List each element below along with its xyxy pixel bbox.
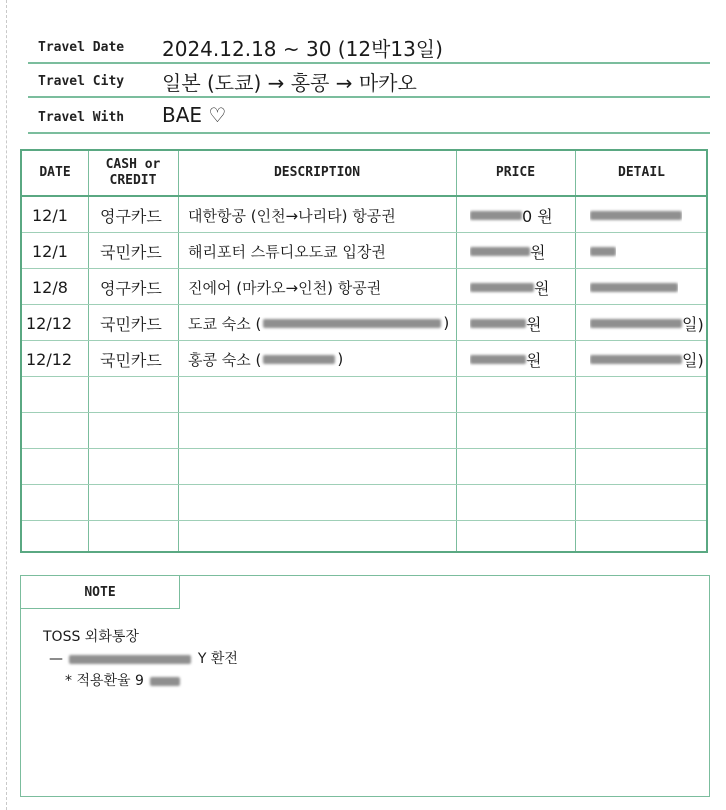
travel-city-row bbox=[28, 62, 710, 98]
row5-price bbox=[470, 341, 541, 377]
redacted-value bbox=[263, 319, 441, 328]
travel-with-label: Travel With bbox=[38, 110, 125, 125]
page-margin-dots bbox=[6, 0, 7, 810]
travel-date-row bbox=[28, 28, 710, 64]
row5-description-close: ) bbox=[337, 350, 344, 368]
col-divider bbox=[178, 151, 179, 551]
row4-price-unit: 원 bbox=[526, 314, 542, 334]
col-header-payment-text: CASH or CREDIT bbox=[105, 157, 161, 188]
row4-description bbox=[188, 305, 449, 341]
redacted-value bbox=[590, 283, 678, 292]
row4-date: 12/12 bbox=[26, 313, 73, 333]
travel-with-value: BAE ♡ bbox=[162, 103, 227, 127]
row3-detail bbox=[590, 269, 678, 305]
row1-payment: 영구카드 bbox=[100, 206, 162, 226]
row4-detail bbox=[590, 305, 704, 341]
row3-price bbox=[470, 269, 549, 305]
col-header-description: DESCRIPTION bbox=[273, 165, 361, 180]
row1-detail bbox=[590, 197, 682, 233]
row5-description bbox=[188, 341, 343, 377]
row1-description: 대한항공 (인천→나리타) 항공권 bbox=[188, 206, 396, 225]
expense-table bbox=[20, 149, 708, 553]
row2-payment: 국민카드 bbox=[100, 242, 162, 262]
row4-detail-suffix: 일) bbox=[682, 314, 704, 334]
note-section bbox=[20, 575, 710, 797]
row3-price-unit: 원 bbox=[534, 278, 550, 298]
row5-detail bbox=[590, 341, 704, 377]
row-divider bbox=[22, 484, 706, 485]
redacted-value bbox=[263, 355, 335, 364]
travel-with-row bbox=[28, 98, 710, 134]
row5-payment: 국민카드 bbox=[100, 350, 162, 370]
col-header-payment bbox=[88, 151, 178, 195]
row3-description: 진에어 (마카오→인천) 항공권 bbox=[188, 278, 382, 297]
row3-date: 12/8 bbox=[32, 277, 68, 297]
col-divider bbox=[88, 151, 89, 551]
travel-date-value: 2024.12.18 ~ 30 (12박13일) bbox=[162, 37, 443, 61]
note-line-3-text: * 적용환율 9 bbox=[65, 673, 144, 689]
redacted-value bbox=[150, 677, 180, 686]
row1-price bbox=[470, 197, 553, 233]
row4-price bbox=[470, 305, 541, 341]
row4-description-close: ) bbox=[443, 314, 450, 332]
redacted-value bbox=[590, 355, 682, 364]
note-line-2-dash: — bbox=[49, 651, 63, 667]
note-line-2 bbox=[49, 648, 238, 668]
row-divider bbox=[22, 412, 706, 413]
row2-date: 12/1 bbox=[32, 241, 68, 261]
travel-date-label: Travel Date bbox=[38, 40, 125, 55]
note-line-2-text: Y 환전 bbox=[197, 651, 238, 667]
row2-description: 해리포터 스튜디오도쿄 입장권 bbox=[188, 242, 386, 261]
row5-description-text: 홍콩 숙소 ( bbox=[188, 350, 262, 369]
redacted-value bbox=[470, 283, 534, 292]
col-divider bbox=[456, 151, 457, 551]
travel-city-value: 일본 (도쿄) → 홍콩 → 마카오 bbox=[162, 71, 417, 95]
row1-price-unit: 0 원 bbox=[522, 206, 553, 226]
row5-price-unit: 원 bbox=[526, 350, 542, 370]
redacted-value bbox=[470, 319, 526, 328]
note-title: NOTE bbox=[21, 576, 180, 609]
col-header-date: DATE bbox=[39, 165, 71, 180]
row5-detail-suffix: 일) bbox=[682, 350, 704, 370]
col-header-detail: DETAIL bbox=[618, 165, 665, 180]
redacted-value bbox=[470, 211, 522, 220]
redacted-value bbox=[470, 355, 526, 364]
row-divider bbox=[22, 448, 706, 449]
note-line-3 bbox=[65, 670, 180, 690]
row1-date: 12/1 bbox=[32, 205, 68, 225]
redacted-value bbox=[470, 247, 530, 256]
redacted-value bbox=[590, 319, 682, 328]
row2-price bbox=[470, 233, 545, 269]
redacted-value bbox=[590, 211, 682, 220]
row3-payment: 영구카드 bbox=[100, 278, 162, 298]
redacted-value bbox=[590, 247, 616, 256]
row2-price-unit: 원 bbox=[530, 242, 546, 262]
col-header-price: PRICE bbox=[495, 165, 536, 180]
row4-description-text: 도쿄 숙소 ( bbox=[188, 314, 262, 333]
row2-detail bbox=[590, 233, 616, 269]
redacted-value bbox=[69, 655, 191, 664]
row-divider bbox=[22, 520, 706, 521]
row4-payment: 국민카드 bbox=[100, 314, 162, 334]
travel-city-label: Travel City bbox=[38, 74, 125, 89]
col-divider bbox=[575, 151, 576, 551]
note-line-1: TOSS 외화통장 bbox=[43, 629, 139, 645]
row5-date: 12/12 bbox=[26, 349, 73, 369]
